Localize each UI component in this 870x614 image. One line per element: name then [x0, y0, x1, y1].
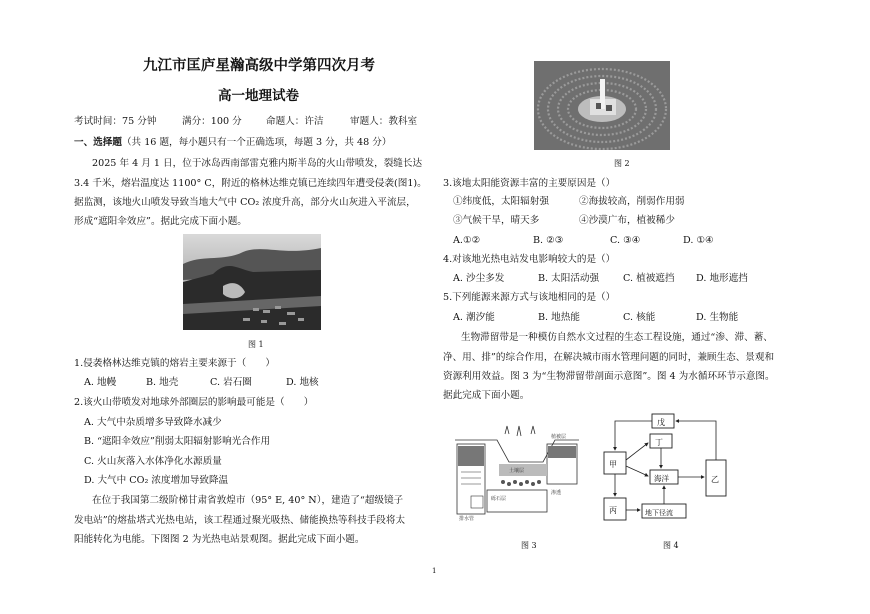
q3-statement-1: ①纬度低，太阳辐射强	[453, 196, 549, 207]
q3-option-c: C. ③④	[610, 235, 641, 246]
passage3-line: 生物滞留带是一种模仿自然水文过程的生态工程设施，通过“渗、滞、蓄、	[461, 332, 773, 343]
section-heading: 一、选择题	[74, 137, 122, 148]
fig3-caption: 图 3	[521, 541, 537, 550]
q1-option-d: D. 地核	[286, 377, 319, 388]
q2-option-b: B. “遮阳伞效应”削弱太阳辐射影响光合作用	[84, 436, 271, 447]
fig3-label-infiltration: 渗透	[551, 490, 562, 496]
setter: 命题人：许洁	[266, 116, 324, 127]
bioretention-diagram	[447, 420, 587, 530]
q4-option-b: B. 太阳活动强	[538, 273, 600, 284]
q4-option-c: C. 植被遮挡	[623, 273, 675, 284]
passage2-line: 阳能转化为电能。下图图 2 为光热电站景观图。据此完成下面小题。	[74, 534, 365, 545]
passage3-line: 据此完成下面小题。	[443, 390, 530, 401]
passage1-line: 3.4 千米，熔岩温度达 1100° C，附近的格林达维克镇已连续四年遭受侵袭(图1)。	[74, 178, 427, 189]
fig1-caption: 图 1	[248, 340, 264, 349]
q5-option-d: D. 生物能	[696, 312, 739, 323]
q3-option-a: A.①②	[453, 235, 481, 246]
water-cycle-diagram	[596, 410, 736, 528]
q3-option-d: D. ①④	[683, 235, 714, 246]
q4-stem: 4.对该地光热电站发电影响较大的是（）	[443, 254, 616, 265]
q1-stem: 1.侵袭格林达维克镇的熔岩主要来源于（ ）	[74, 358, 276, 369]
q5-stem: 5.下列能源来源方式与该地相同的是（）	[443, 292, 616, 303]
q4-option-a: A. 沙尘多发	[453, 273, 505, 284]
section-instruction: （共 16 题，每小题只有一个正确选项，每题 3 分，共 48 分）	[121, 137, 392, 148]
fig3-label-pipe: 排水管	[459, 516, 475, 522]
passage2-line: 在位于我国第二级阶梯甘肃省敦煌市（95° E, 40° N），建造了“超级镜子	[92, 495, 404, 506]
q3-stem: 3.该地太阳能资源丰富的主要原因是（）	[443, 178, 616, 189]
q2-option-a: A. 大气中杂质增多导致降水减少	[84, 417, 222, 428]
q3-option-b: B. ②③	[533, 235, 564, 246]
solar-plant-photo	[534, 61, 670, 150]
passage1-line: 形成“遮阳伞效应”。据此完成下面小题。	[74, 216, 247, 227]
fig4-caption: 图 4	[663, 541, 679, 550]
passage2-line: 发电站”的熔盐塔式光热电站，该工程通过聚光吸热、储能换热等科技手段将太	[74, 515, 406, 526]
q3-statement-3: ③气候干旱，晴天多	[453, 215, 540, 226]
fig4-box-ocean: 海洋	[654, 474, 669, 483]
full-score: 满分：100 分	[182, 116, 242, 127]
fig3-label-gravel: 砾石层	[491, 496, 507, 502]
q5-option-b: B. 地热能	[538, 312, 580, 323]
fig4-box-bing: 丙	[609, 506, 617, 515]
q5-option-a: A. 潮汐能	[453, 312, 495, 323]
q2-stem: 2.该火山带喷发对地球外部圈层的影响最可能是（ ）	[74, 397, 314, 408]
exam-title: 九江市匡庐星瀚高级中学第四次月考	[143, 58, 375, 74]
fig4-box-ding: 丁	[655, 438, 663, 447]
volcano-photo	[183, 234, 321, 330]
passage1-line: 据监测，该地火山喷发导致当地大气中 CO₂ 浓度升高，部分火山灰进入平流层，	[74, 197, 416, 208]
q1-option-a: A. 地幔	[84, 377, 117, 388]
exam-subtitle: 高一地理试卷	[218, 88, 299, 104]
fig3-label-vegetation: 植被层	[551, 434, 567, 440]
q1-option-c: C. 岩石圈	[210, 377, 252, 388]
exam-time: 考试时间：75 分钟	[74, 116, 157, 127]
passage3-line: 资源利用效益。图 3 为“生物滞留带剖面示意图”。图 4 为水循环环节示意图。	[443, 371, 775, 382]
section-heading-line	[74, 136, 391, 149]
fig4-box-jia: 甲	[609, 460, 617, 469]
passage1-line: 2025 年 4 月 1 日，位于冰岛西南部雷克雅内斯半岛的火山带喷发，裂缝长达	[92, 158, 423, 169]
page-number: 1	[432, 567, 437, 575]
fig2-caption: 图 2	[614, 159, 630, 168]
q1-option-b: B. 地壳	[146, 377, 179, 388]
fig3-label-soil: 土壤层	[509, 468, 525, 474]
passage3-line: 净、用、排”的综合作用，在解决城市雨水管理问题的同时，兼顾生态、景观和	[443, 352, 775, 363]
q2-option-d: D. 大气中 CO₂ 浓度增加导致降温	[84, 475, 229, 486]
q3-statement-2: ②海拔较高，削弱作用弱	[579, 196, 685, 207]
fig4-box-yi: 乙	[711, 475, 719, 484]
fig4-box-wu: 戊	[657, 418, 665, 427]
q4-option-d: D. 地形遮挡	[696, 273, 748, 284]
reviewer: 审题人：教科室	[350, 116, 418, 127]
q3-statement-4: ④沙漠广布，植被稀少	[579, 215, 675, 226]
fig4-box-runoff: 地下径流	[645, 509, 673, 517]
q5-option-c: C. 核能	[623, 312, 656, 323]
q2-option-c: C. 火山灰落入水体净化水源质量	[84, 456, 222, 467]
